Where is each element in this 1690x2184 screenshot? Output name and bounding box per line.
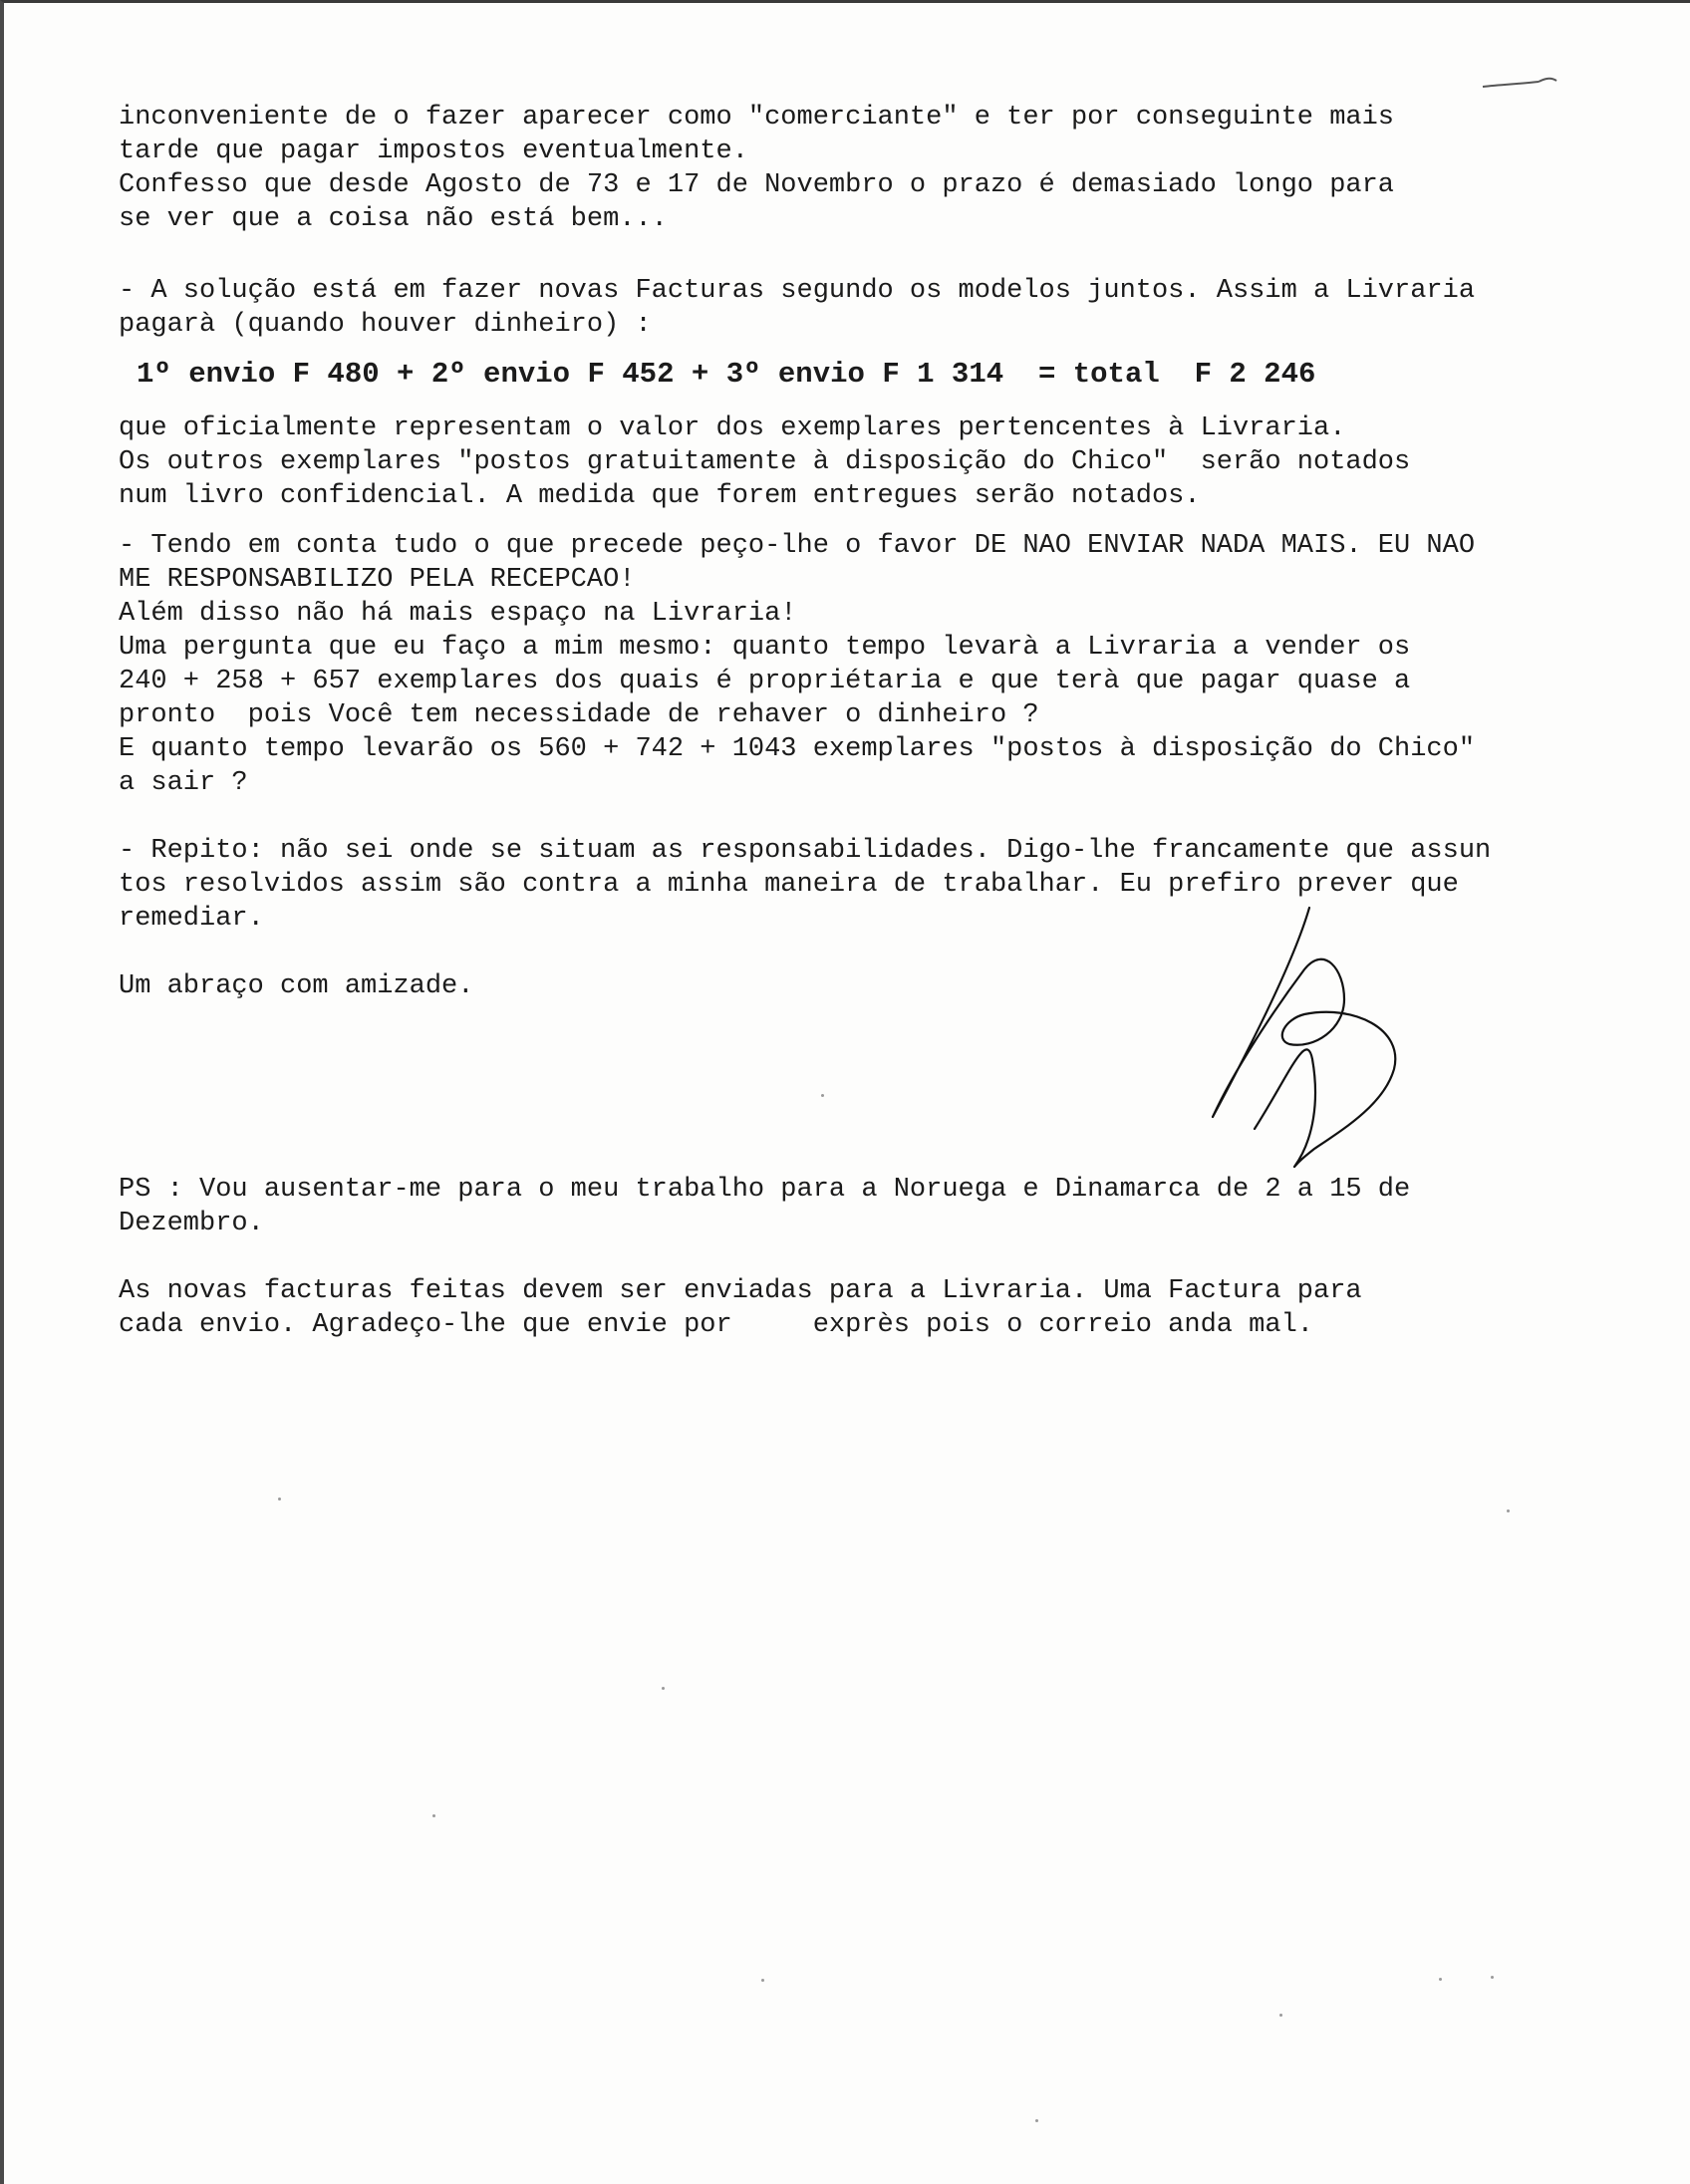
scan-speck [1035,2119,1038,2122]
text-line: a sair ? [119,768,248,798]
text-line: As novas facturas feitas devem ser enviadas para a Livraria. Uma Factura para [119,1276,1362,1306]
paragraph-3 [119,411,1623,513]
scan-speck [662,1687,665,1690]
scan-speck [1507,1509,1510,1512]
text-line: pagarà (quando houver dinheiro) : [119,310,652,340]
text-line: - A solução está em fazer novas Facturas segundo os modelos juntos. Assim a Livraria [119,276,1476,306]
paragraph-2 [119,274,1623,342]
scan-speck [1439,1978,1442,1981]
text-line: pronto pois Você tem necessidade de rehaver o dinheiro ? [119,700,1039,730]
text-line: inconveniente de o fazer aparecer como "comerciante" e ter por conseguinte mais [119,103,1395,133]
text-line: Uma pergunta que eu faço a mim mesmo: quanto tempo levarà a Livraria a vender os [119,633,1411,663]
scan-speck [1491,1976,1494,1979]
scan-speck [278,1498,281,1501]
text-line: cada envio. Agradeço-lhe que envie por exprès pois o correio anda mal. [119,1310,1313,1340]
text-line: tarde que pagar impostos eventualmente. [119,136,748,166]
text-line: num livro confidencial. A medida que forem entregues serão notados. [119,481,1201,511]
paragraph-1 [119,101,1623,236]
text-line: Os outros exemplares "postos gratuitamente à disposição do Chico" serão notados [119,447,1411,477]
text-line: 240 + 258 + 657 exemplares dos quais é propriétaria e que terà que pagar quase a [119,667,1411,696]
text-line: Confesso que desde Agosto de 73 e 17 de Novembro o prazo é demasiado longo para [119,170,1395,200]
closing-line: Um abraço com amizade. [119,971,474,1001]
text-line: ME RESPONSABILIZO PELA RECEPCAO! [119,565,636,595]
text-line: - Tendo em conta tudo o que precede peço-lhe o favor DE NAO ENVIAR NADA MAIS. EU NAO [119,531,1476,561]
text-line: - Repito: não sei onde se situam as responsabilidades. Digo-lhe francamente que assun [119,836,1492,866]
text-line: remediar. [119,904,264,934]
text-line: se ver que a coisa não está bem... [119,204,668,234]
text-line: PS : Vou ausentar-me para o meu trabalho para a Noruega e Dinamarca de 2 a 15 de [119,1175,1411,1205]
paragraph-4 [119,529,1623,800]
text-line: Além disso não há mais espaço na Livraria! [119,599,797,629]
postscript-2 [119,1274,1623,1342]
pencil-mark-icon [1481,69,1560,95]
text-line: E quanto tempo levarão os 560 + 742 + 1043 exemplares "postos à disposição do Chico" [119,734,1476,764]
signature-icon [1195,900,1414,1179]
text-line: tos resolvidos assim são contra a minha maneira de trabalhar. Eu prefiro prever que [119,870,1459,900]
scan-speck [432,1814,435,1817]
text-line: que oficialmente representam o valor dos exemplares pertencentes à Livraria. [119,413,1346,443]
scan-speck [1279,2014,1282,2017]
scan-speck [761,1979,764,1982]
invoice-totals-line: 1º envio F 480 + 2º envio F 452 + 3º envio F 1 314 = total F 2 246 [137,358,1316,391]
scan-speck [821,1094,824,1097]
postscript [119,1173,1623,1240]
text-line: Dezembro. [119,1209,264,1238]
letter-body [119,101,1623,1376]
